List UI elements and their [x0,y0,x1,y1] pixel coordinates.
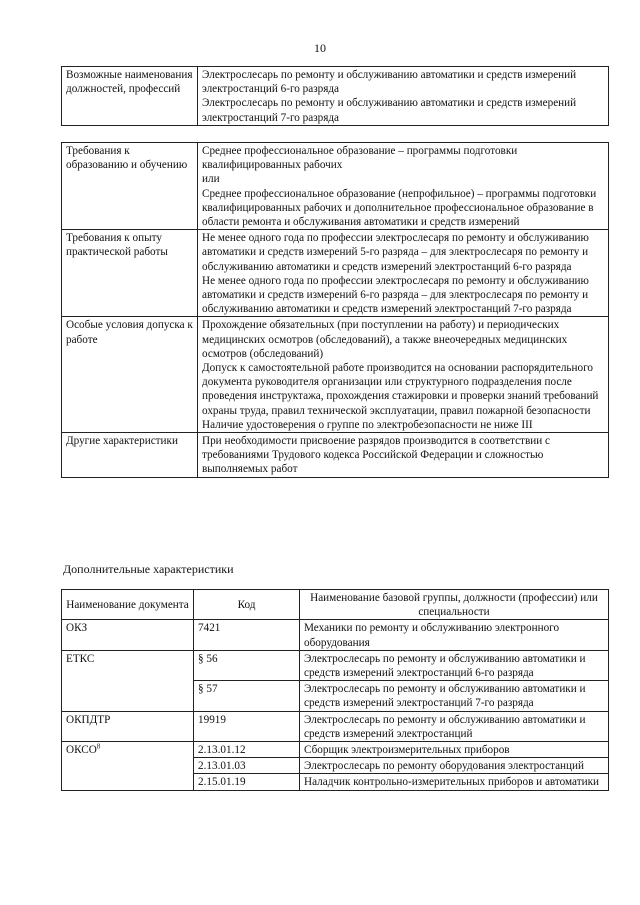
doc-name: ОКСО [66,744,97,757]
code-cell: § 57 [194,681,300,711]
content-line: Электрослесарь по ремонту и обслуживанию автоматики и средств измерений электростанций 6-го разряда [202,69,577,96]
content-line: Прохождение обязательных (при поступлении на работу) и периодических медицинских осмотров (обследований), а также внеочередных медицинских осмотров (обследований) [202,319,568,360]
doc-name: ОКПДТР [66,713,111,726]
footnote-ref: 8 [96,742,101,751]
doc-cell [62,620,194,650]
header-name: Наименование базовой группы, должности (профессии) или специальности [300,590,609,620]
additional-characteristics-table [61,589,609,791]
row-label: Другие характеристики [62,433,198,478]
header-document: Наименование документа [62,590,194,620]
row-content [198,317,609,433]
name-cell: Электрослесарь по ремонту и обслуживанию автоматики и средств измерений электростанций [300,711,609,741]
table-row [62,317,609,433]
row-label: Особые условия допуска к работе [62,317,198,433]
name-cell: Электрослесарь по ремонту оборудования электростанций [300,758,609,774]
name-cell: Наладчик контрольно-измерительных приборов и автоматики [300,774,609,790]
table-row [62,650,609,680]
row-label: Требования к опыту практической работы [62,230,198,317]
code-cell: 2.13.01.12 [194,742,300,758]
code-cell: 2.15.01.19 [194,774,300,790]
code-cell: 7421 [194,620,300,650]
table-row [62,711,609,741]
table-row [62,433,609,478]
doc-cell [62,742,194,791]
content-line: Электрослесарь по ремонту и обслуживанию автоматики и средств измерений электростанций 7-го разряда [202,97,577,124]
possible-titles-table [61,66,609,126]
doc-name: ОКЗ [66,622,88,635]
table-row [62,230,609,317]
content-line: Среднее профессиональное образование – программы подготовки квалифицированных рабочих [202,145,518,172]
name-cell: Сборщик электроизмерительных приборов [300,742,609,758]
row-content [198,230,609,317]
doc-cell [62,711,194,741]
code-cell: 19919 [194,711,300,741]
section-title: Дополнительные характеристики [63,562,234,576]
table-row [62,620,609,650]
content-line: Допуск к самостоятельной работе производится на основании распорядительного документа руководителя организации или структурного подразделения после проведения инструктажа, прохождения стажировки и проверки знаний требований охраны труда, правил технической эксплуатации, правил пожарной безопасности [202,362,599,417]
requirements-table [61,142,609,478]
code-cell: 2.13.01.03 [194,758,300,774]
name-cell: Электрослесарь по ремонту и обслуживанию автоматики и средств измерений электростанций 6-го разряда [300,650,609,680]
content-line: При необходимости присвоение разрядов производится в соответствии с требованиями Трудового кодекса Российской Федерации и сложностью выполняемых работ [202,435,550,476]
row-content [198,143,609,230]
content-line: или [202,173,220,186]
table-row [62,143,609,230]
doc-name: ЕТКС [66,652,95,665]
content-line: Не менее одного года по профессии электрослесаря по ремонту и обслуживанию автоматики и средств измерений 5-го разряда – для электрослесаря по ремонту и обслуживанию автоматики и средств измерений электростанций 6-го разряда [202,232,589,273]
table-row [62,742,609,758]
page-number: 10 [314,41,326,55]
name-cell: Электрослесарь по ремонту и обслуживанию автоматики и средств измерений электростанций 7-го разряда [300,681,609,711]
header-code: Код [194,590,300,620]
row-label: Возможные наименования должностей, профессий [62,67,198,126]
content-line: Среднее профессиональное образование (непрофильное) – программы подготовки квалифицированных рабочих и дополнительное профессиональное образование в области ремонта и обслуживания автоматики и средств измерений [202,187,597,229]
table-row [62,67,609,126]
row-content [198,67,609,126]
content-line: Не менее одного года по профессии электрослесаря по ремонту и обслуживанию автоматики и средств измерений 6-го разряда – для электрослесаря по ремонту и обслуживанию автоматики и средств измерений электростанций 7-го разряда [202,274,589,316]
content-line: Наличие удостоверения о группе по электробезопасности не ниже III [202,418,533,431]
row-content [198,433,609,478]
table-header-row [62,590,609,620]
code-cell: § 56 [194,650,300,680]
row-label: Требования к образованию и обучению [62,143,198,230]
name-cell: Механики по ремонту и обслуживанию электронного оборудования [300,620,609,650]
doc-cell [62,650,194,711]
